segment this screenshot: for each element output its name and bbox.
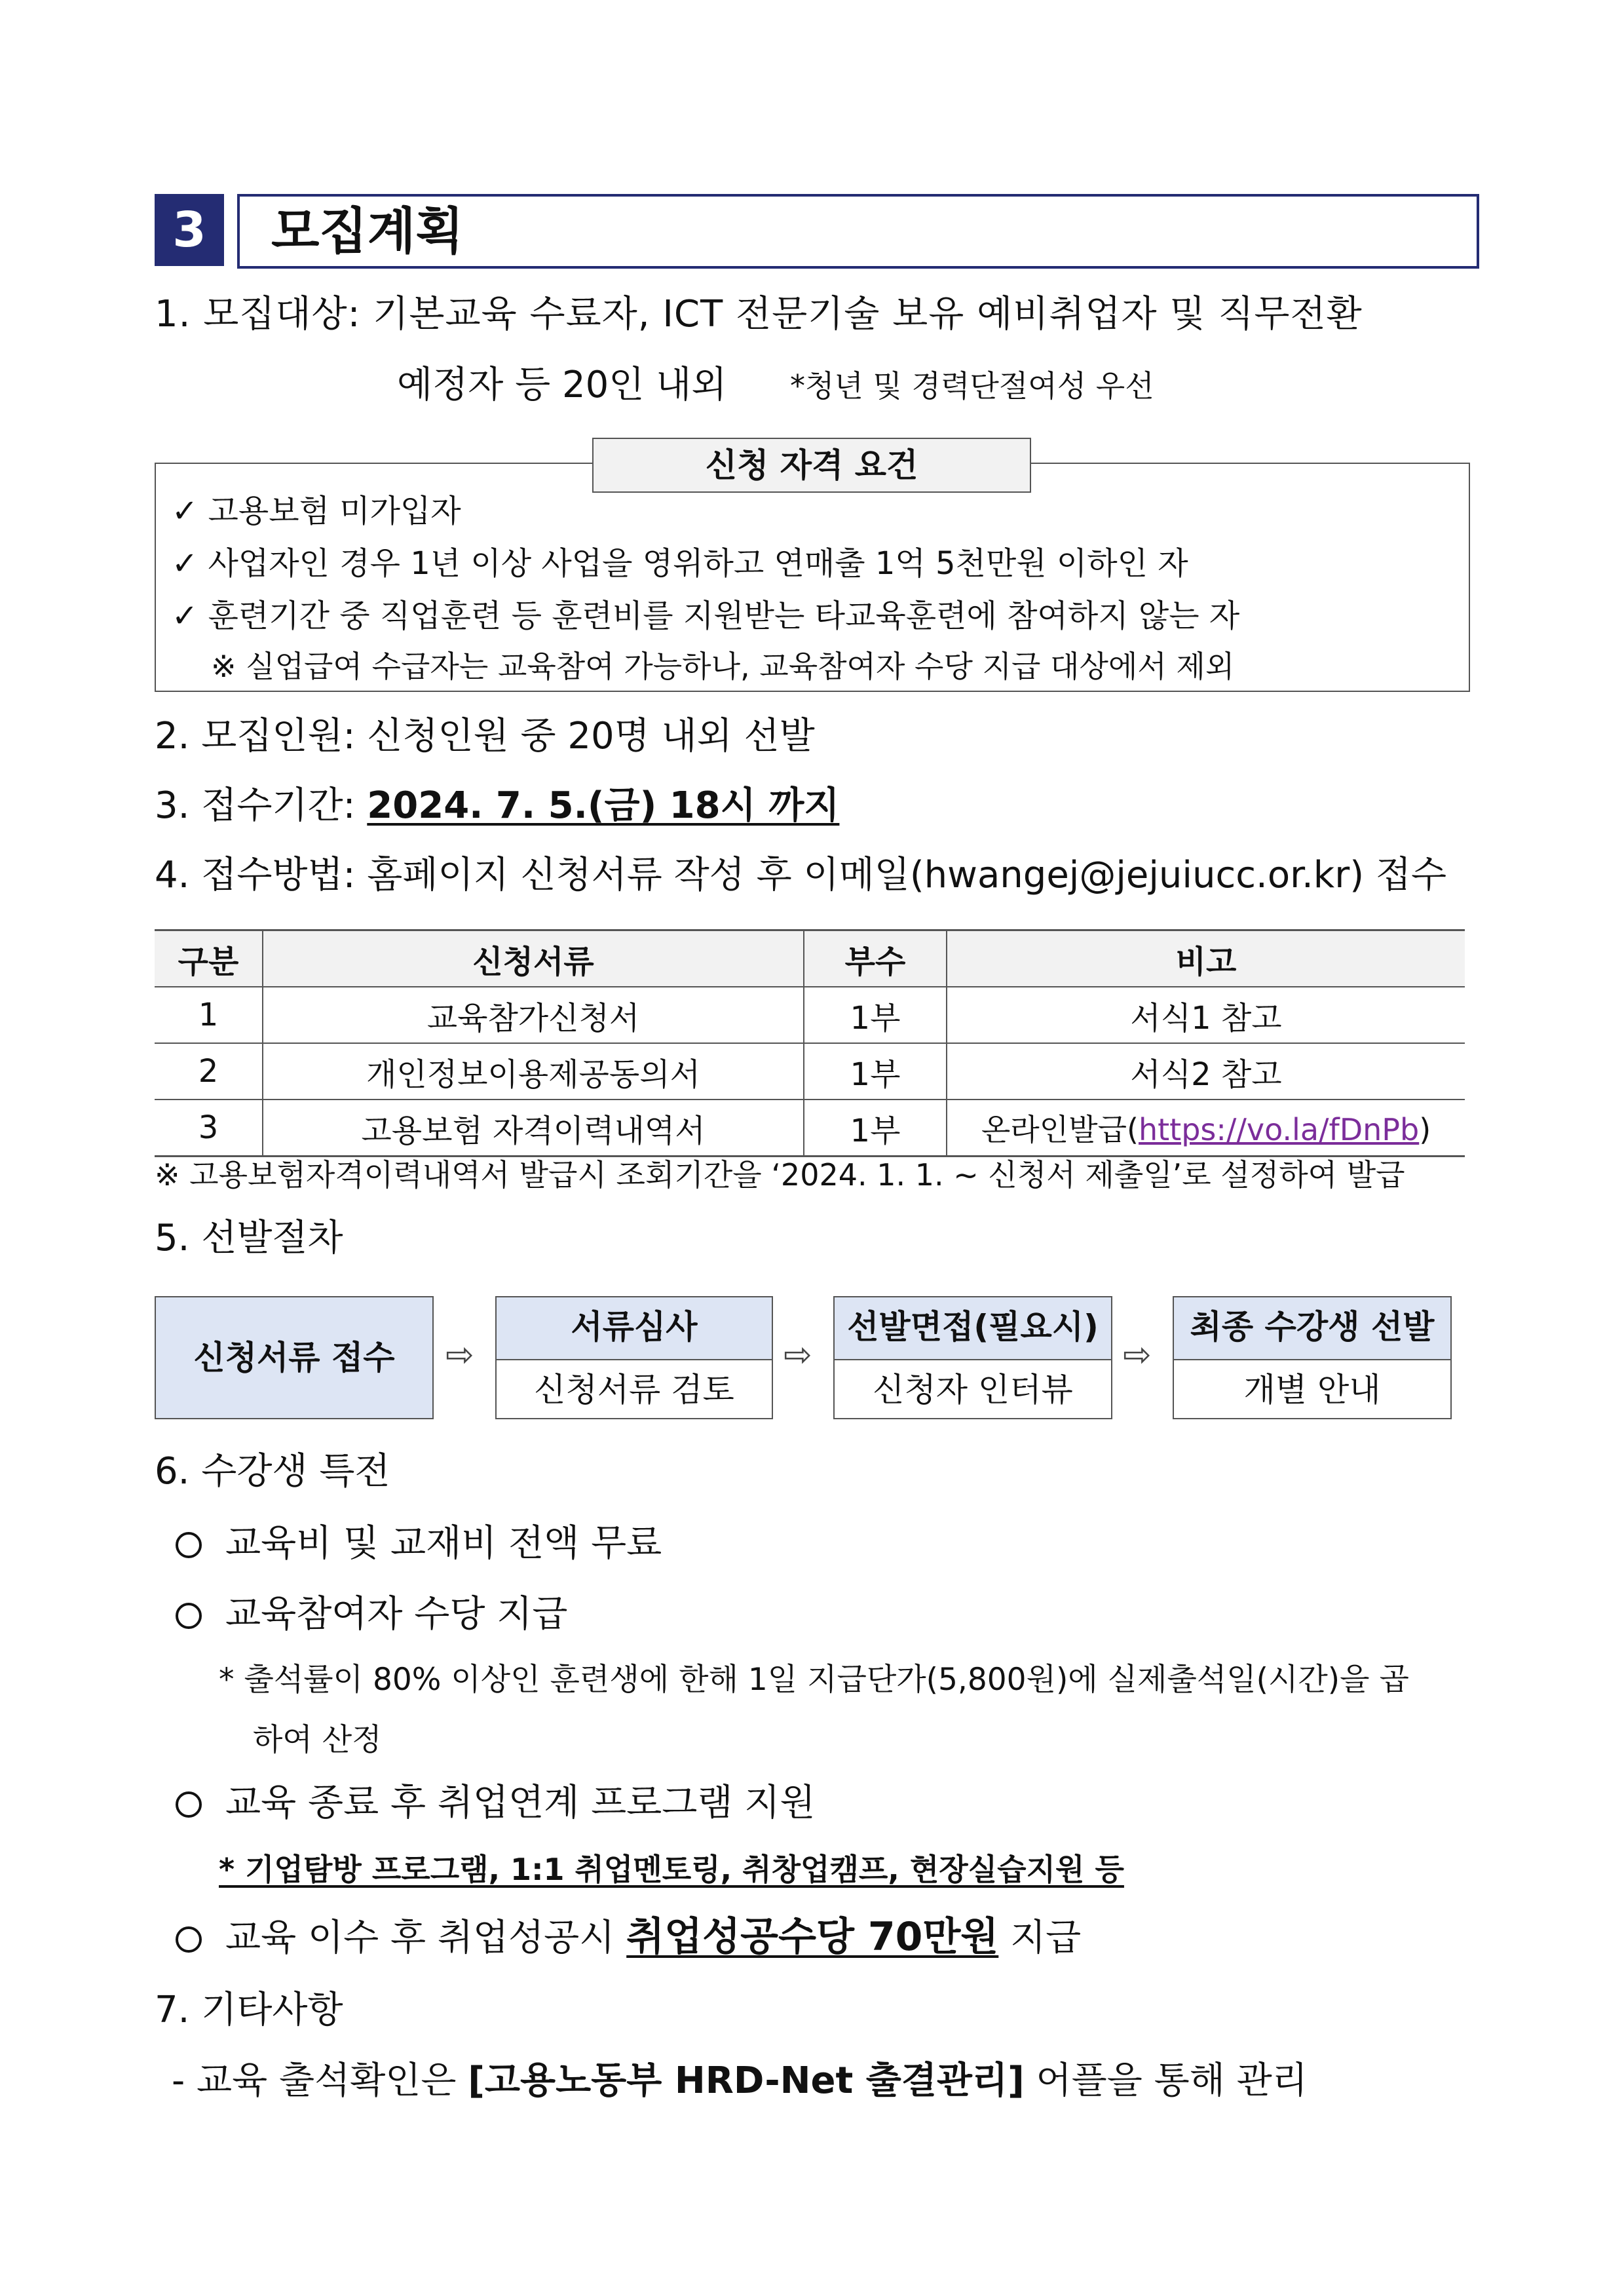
requirements-title: 신청 자격 요건	[592, 438, 1031, 493]
table-cell: 서식2 참고	[947, 1043, 1465, 1100]
table-row	[155, 1100, 1465, 1157]
bullet-circle-icon	[176, 1791, 202, 1818]
table-cell: 1부	[804, 1043, 947, 1100]
recruit-count: 2. 모집인원: 신청인원 중 20명 내외 선발	[155, 715, 815, 757]
flow-step-desc: 신청서류 검토	[534, 1371, 734, 1409]
requirement-item: ✓ 사업자인 경우 1년 이상 사업을 영위하고 연매출 1억 5천만원 이하인 자	[172, 545, 1188, 582]
allowance-note-line1: * 출석률이 80% 이상인 훈련생에 한해 1일 지급단가(5,800원)에 실제출석일(시간)을 곱	[219, 1662, 1409, 1698]
recruit-target-note: *청년 및 경력단절여성 우선	[790, 368, 1154, 404]
bullet-circle-icon	[176, 1926, 202, 1953]
requirements-note: ※ 실업급여 수급자는 교육참여 가능하나, 교육참여자 수당 지급 대상에서 제외	[211, 649, 1235, 684]
flow-step-interview	[833, 1296, 1112, 1419]
table-cell: 고용보험 자격이력내역서	[263, 1100, 804, 1157]
benefit-text: 교육비 및 교재비 전액 무료	[225, 1522, 662, 1565]
table-cell: 3	[155, 1100, 263, 1157]
table-cell: 1부	[804, 1100, 947, 1157]
other-title: 7. 기타사항	[155, 1989, 343, 2031]
recruit-target-line2: 예정자 등 20인 내외	[397, 364, 727, 406]
flow-arrow-icon: ⇨	[1123, 1335, 1152, 1375]
benefit-item	[176, 1781, 815, 1825]
employment-program-note: * 기업탐방 프로그램, 1:1 취업멘토링, 취창업캠프, 현장실습지원 등	[219, 1852, 1124, 1887]
flow-step-application: 신청서류 접수	[155, 1296, 434, 1419]
success-allowance: 취업성공수당 70만원	[626, 1914, 999, 1960]
section-title: 모집계획	[237, 194, 1479, 269]
application-period-value: 2024. 7. 5.(금) 18시 까지	[367, 784, 840, 827]
table-cell	[947, 1100, 1465, 1157]
flow-step-title: 선발면접(필요시)	[835, 1297, 1111, 1360]
table-row	[155, 987, 1465, 1043]
flow-step-desc: 신청자 인터뷰	[873, 1371, 1073, 1409]
issue-link[interactable]: https://vo.la/fDnPb	[1138, 1112, 1420, 1147]
benefit-item	[176, 1592, 567, 1636]
flow-arrow-icon: ⇨	[445, 1335, 474, 1375]
flow-step-title: 서류심사	[497, 1297, 772, 1360]
application-period-label: 3. 접수기간:	[155, 784, 356, 827]
attendance-text: - 교육 출석확인은	[172, 2059, 457, 2102]
flow-arrow-icon: ⇨	[784, 1335, 812, 1375]
selection-process-title: 5. 선발절차	[155, 1217, 343, 1259]
table-cell: 2	[155, 1043, 263, 1100]
table-cell: 교육참가신청서	[263, 987, 804, 1043]
application-method: 4. 접수방법: 홈페이지 신청서류 작성 후 이메일(hwangej@jejuiucc.or.kr) 접수	[155, 854, 1447, 896]
table-cell: 서식1 참고	[947, 987, 1465, 1043]
recruit-target-line1: 1. 모집대상: 기본교육 수료자, ICT 전문기술 보유 예비취업자 및 직무전환	[155, 293, 1363, 335]
benefits-title: 6. 수강생 특전	[155, 1450, 390, 1493]
benefit-text-tail: 지급	[1010, 1917, 1082, 1959]
flow-step-document-review	[495, 1296, 773, 1419]
bullet-circle-icon	[176, 1532, 202, 1558]
table-cell: 개인정보이용제공동의서	[263, 1043, 804, 1100]
table-header: 구분	[155, 930, 263, 987]
section-number: 3	[155, 194, 224, 266]
table-header: 부수	[804, 930, 947, 987]
table-note: ※ 고용보험자격이력내역서 발급시 조회기간을 ‘2024. 1. 1. ~ 신청서 제출일’로 설정하여 발급	[155, 1157, 1405, 1193]
table-cell: 1부	[804, 987, 947, 1043]
flow-step-final-selection	[1173, 1296, 1452, 1419]
table-row	[155, 1043, 1465, 1100]
benefit-item	[176, 1521, 662, 1565]
attendance-line	[172, 2059, 1308, 2103]
table-cell: 1	[155, 987, 263, 1043]
allowance-note-line2: 하여 산정	[253, 1722, 382, 1758]
benefit-text: 교육참여자 수당 지급	[225, 1593, 568, 1636]
requirement-item: ✓ 훈련기간 중 직업훈련 등 훈련비를 지원받는 타교육훈련에 참여하지 않는 자	[172, 598, 1240, 634]
benefit-text: 교육 이수 후 취업성공시	[225, 1917, 615, 1959]
benefit-item	[176, 1913, 1081, 1961]
table-header: 비고	[947, 930, 1465, 987]
flow-step-title: 최종 수강생 선발	[1174, 1297, 1450, 1360]
link-close-paren: )	[1419, 1112, 1431, 1147]
table-header-row	[155, 930, 1465, 987]
attendance-text-tail: 어플을 통해 관리	[1036, 2059, 1308, 2102]
bullet-circle-icon	[176, 1603, 202, 1629]
flow-step-desc: 개별 안내	[1243, 1371, 1381, 1409]
online-issue-label: 온라인발급(	[981, 1112, 1139, 1147]
benefit-text: 교육 종료 후 취업연계 프로그램 지원	[225, 1782, 816, 1824]
documents-table	[155, 929, 1465, 1157]
requirement-item: ✓ 고용보험 미가입자	[172, 493, 461, 529]
attendance-app-name: [고용노동부 HRD-Net 출결관리]	[468, 2059, 1025, 2102]
table-header: 신청서류	[263, 930, 804, 987]
